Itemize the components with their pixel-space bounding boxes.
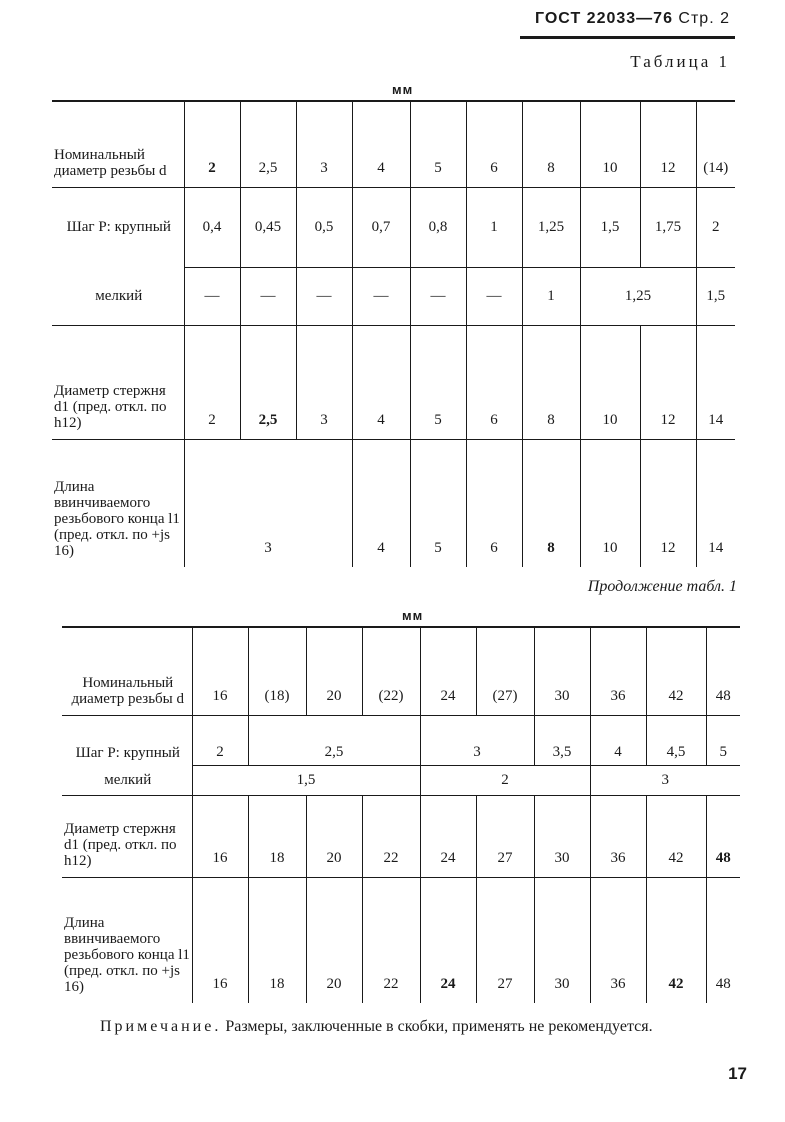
cell: 1,5 bbox=[580, 187, 640, 267]
cell: — bbox=[352, 267, 410, 325]
cell: 1,25 bbox=[522, 187, 580, 267]
row-label-length: Длина ввинчиваемого резьбового конца l1 (пред. откл. по +js 16) bbox=[52, 439, 184, 567]
cell: 42 bbox=[646, 795, 706, 877]
cell: 30 bbox=[534, 877, 590, 1003]
table-row-nominal bbox=[52, 101, 735, 187]
cell: (14) bbox=[696, 101, 735, 187]
cell: 1 bbox=[522, 267, 580, 325]
cell: 2 bbox=[184, 101, 240, 187]
cell: 42 bbox=[646, 877, 706, 1003]
thread-table-2 bbox=[62, 626, 740, 1003]
cell: 10 bbox=[580, 325, 640, 439]
page-number: 17 bbox=[728, 1064, 747, 1083]
table-note bbox=[52, 1016, 752, 1038]
cell: 18 bbox=[248, 795, 306, 877]
table-row-shank bbox=[62, 795, 740, 877]
cell: (27) bbox=[476, 627, 534, 715]
cell: 5 bbox=[410, 325, 466, 439]
cell: 10 bbox=[580, 101, 640, 187]
cell: 12 bbox=[640, 325, 696, 439]
cell: 36 bbox=[590, 877, 646, 1003]
cell: 6 bbox=[466, 101, 522, 187]
table-row-length bbox=[62, 877, 740, 1003]
cell: 2 bbox=[420, 765, 590, 795]
cell: 6 bbox=[466, 325, 522, 439]
cell: 1,75 bbox=[640, 187, 696, 267]
cell: 24 bbox=[420, 795, 476, 877]
standard-header bbox=[535, 10, 730, 28]
cell: 1 bbox=[466, 187, 522, 267]
cell: 22 bbox=[362, 795, 420, 877]
cell: 4 bbox=[352, 101, 410, 187]
cell: 0,7 bbox=[352, 187, 410, 267]
cell: 27 bbox=[476, 877, 534, 1003]
cell: 18 bbox=[248, 877, 306, 1003]
cell: 5 bbox=[410, 439, 466, 567]
cell: 3 bbox=[296, 101, 352, 187]
row-label-shank: Диаметр стержня d1 (пред. откл. по h12) bbox=[52, 325, 184, 439]
cell: 5 bbox=[706, 715, 740, 765]
cell: — bbox=[240, 267, 296, 325]
cell: 2 bbox=[192, 715, 248, 765]
cell: 2 bbox=[696, 187, 735, 267]
cell: 0,5 bbox=[296, 187, 352, 267]
cell: 16 bbox=[192, 627, 248, 715]
cell: — bbox=[410, 267, 466, 325]
cell: 12 bbox=[640, 101, 696, 187]
cell: 48 bbox=[706, 627, 740, 715]
cell: 48 bbox=[706, 795, 740, 877]
cell: 12 bbox=[640, 439, 696, 567]
page-reference: Стр. 2 bbox=[678, 10, 730, 27]
cell: 30 bbox=[534, 627, 590, 715]
cell: (22) bbox=[362, 627, 420, 715]
cell: 4 bbox=[352, 439, 410, 567]
row-label-length: Длина ввинчиваемого резьбового конца l1 (пред. откл. по +js 16) bbox=[62, 877, 192, 1003]
cell: 10 bbox=[580, 439, 640, 567]
table-row-pitch-fine bbox=[62, 765, 740, 795]
cell: 8 bbox=[522, 325, 580, 439]
cell: 20 bbox=[306, 627, 362, 715]
table-row-pitch-coarse bbox=[62, 715, 740, 765]
cell: 3 bbox=[184, 439, 352, 567]
standard-number: ГОСТ 22033—76 bbox=[535, 10, 673, 27]
table-row-pitch-coarse bbox=[52, 187, 735, 267]
cell: 1,5 bbox=[192, 765, 420, 795]
cell: 3 bbox=[296, 325, 352, 439]
note-label: Примечание. bbox=[100, 1018, 222, 1035]
cell: 16 bbox=[192, 877, 248, 1003]
cell: 6 bbox=[466, 439, 522, 567]
table-row-shank bbox=[52, 325, 735, 439]
cell: 3 bbox=[420, 715, 534, 765]
cell: 2,5 bbox=[240, 325, 296, 439]
continuation-caption: Продолжение табл. 1 bbox=[587, 578, 737, 595]
cell: 0,8 bbox=[410, 187, 466, 267]
cell: 8 bbox=[522, 101, 580, 187]
cell: 5 bbox=[410, 101, 466, 187]
table-row-length bbox=[52, 439, 735, 567]
table1-unit: мм bbox=[392, 82, 414, 97]
row-label-pitch-fine: мелкий bbox=[95, 287, 143, 304]
cell: 24 bbox=[420, 627, 476, 715]
cell: 4 bbox=[352, 325, 410, 439]
thread-table-1 bbox=[52, 100, 735, 567]
cell: 24 bbox=[420, 877, 476, 1003]
cell: 16 bbox=[192, 795, 248, 877]
table-row-nominal bbox=[62, 627, 740, 715]
cell: 27 bbox=[476, 795, 534, 877]
cell: 20 bbox=[306, 795, 362, 877]
cell: 1,5 bbox=[696, 267, 735, 325]
cell: 2,5 bbox=[248, 715, 420, 765]
cell: 4 bbox=[590, 715, 646, 765]
row-label-pitch-coarse: Шаг P: крупный bbox=[52, 187, 184, 267]
cell: 14 bbox=[696, 325, 735, 439]
row-label-nominal: Номинальный диаметр резьбы d bbox=[52, 101, 184, 187]
row-label-shank: Диаметр стержня d1 (пред. откл. по h12) bbox=[62, 795, 192, 877]
note-text: Размеры, заключенные в скобки, применять не рекомендуется. bbox=[221, 1018, 653, 1035]
cell: 0,4 bbox=[184, 187, 240, 267]
cell: 36 bbox=[590, 795, 646, 877]
cell: 3 bbox=[590, 765, 740, 795]
cell: 14 bbox=[696, 439, 735, 567]
cell: 36 bbox=[590, 627, 646, 715]
header-rule bbox=[520, 36, 735, 39]
cell: — bbox=[296, 267, 352, 325]
cell: 2,5 bbox=[240, 101, 296, 187]
cell: — bbox=[466, 267, 522, 325]
row-label-pitch-coarse: Шаг P: крупный bbox=[62, 715, 192, 765]
cell: 48 bbox=[706, 877, 740, 1003]
cell: (18) bbox=[248, 627, 306, 715]
row-label-pitch-fine: мелкий bbox=[104, 771, 152, 788]
row-label-nominal: Номинальный диаметр резьбы d bbox=[62, 627, 192, 715]
cell: 4,5 bbox=[646, 715, 706, 765]
cell: 22 bbox=[362, 877, 420, 1003]
cell: — bbox=[184, 267, 240, 325]
table-row-pitch-fine bbox=[52, 267, 735, 325]
cell: 3,5 bbox=[534, 715, 590, 765]
table-caption: Таблица 1 bbox=[630, 52, 730, 71]
cell: 1,25 bbox=[580, 267, 696, 325]
cell: 42 bbox=[646, 627, 706, 715]
cell: 2 bbox=[184, 325, 240, 439]
table2-unit: мм bbox=[402, 608, 424, 623]
cell: 20 bbox=[306, 877, 362, 1003]
cell: 30 bbox=[534, 795, 590, 877]
cell: 0,45 bbox=[240, 187, 296, 267]
cell: 8 bbox=[522, 439, 580, 567]
